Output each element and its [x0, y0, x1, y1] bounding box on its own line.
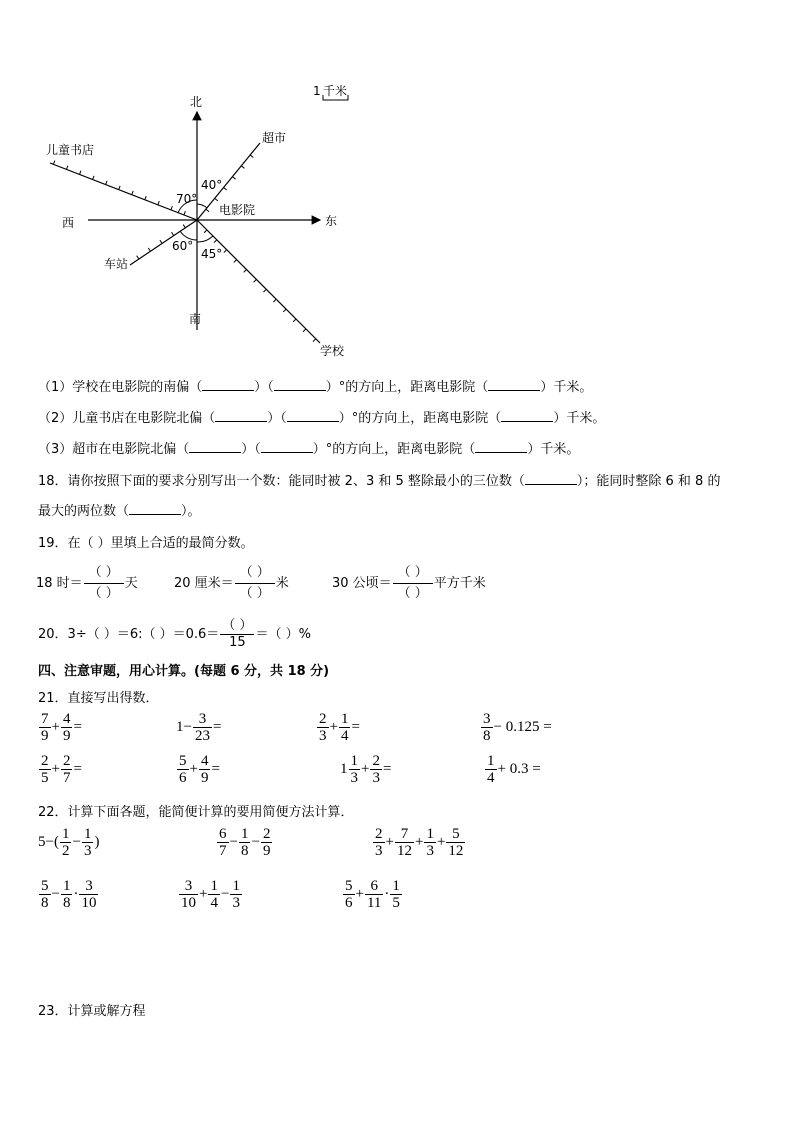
label-station: 车站	[104, 257, 129, 271]
q20-denominator: 15	[229, 635, 246, 650]
q22-expr-5	[178, 878, 243, 911]
tick-mark	[184, 211, 185, 215]
answer-blank[interactable]	[215, 409, 267, 422]
tick-mark	[263, 289, 266, 292]
suffix: − 0.125 =	[493, 718, 552, 735]
q22-expr-4	[38, 878, 99, 911]
prefix: 5−(	[38, 833, 59, 850]
tick-mark	[224, 250, 227, 253]
q17-2-prefix: （2）儿童书店在电影院北偏（	[38, 411, 216, 426]
operator: ·	[384, 885, 390, 902]
numerator: 1	[426, 826, 434, 842]
denominator: 10	[81, 895, 97, 911]
denominator: 5	[41, 770, 49, 786]
denominator: 11	[366, 895, 382, 911]
denominator: 8	[240, 843, 249, 859]
denominator: 3	[232, 895, 240, 911]
suffix: + 0.3 =	[497, 760, 541, 777]
denominator: 4	[340, 728, 349, 744]
numerator: 7	[41, 711, 49, 727]
label-school: 学校	[320, 344, 345, 358]
numerator: 1	[232, 878, 240, 894]
answer-blank[interactable]	[501, 409, 553, 422]
tick-mark	[145, 196, 146, 200]
section-4-heading: 四、注意审题，用心计算。(每题 6 分，共 18 分)	[38, 664, 330, 679]
operator: +	[329, 718, 338, 735]
tick-mark	[283, 309, 286, 312]
denominator: 9	[200, 770, 209, 786]
denominator: 7	[62, 770, 71, 786]
numerator-blank[interactable]: （ ）	[393, 563, 433, 584]
denominator-blank[interactable]: （ ）	[239, 586, 270, 601]
fraction-blank[interactable]	[84, 563, 124, 604]
scale-value: 1	[313, 84, 321, 98]
tick-mark	[303, 329, 306, 332]
q21-expr-4	[480, 711, 552, 744]
q19-item-2-prefix: 20 厘米＝	[174, 576, 234, 591]
numerator-blank[interactable]: （ ）	[235, 563, 275, 584]
q19-title: 19．在（ ）里填上合适的最简分数。	[38, 536, 254, 551]
numerator: 3	[193, 711, 212, 728]
answer-blank[interactable]	[202, 378, 254, 391]
operator: +	[189, 760, 198, 777]
operator: +	[355, 885, 364, 902]
label-angle-sw: 60°	[172, 239, 194, 253]
q19-item-1	[36, 563, 138, 604]
q17-3-mid1: ）（	[241, 442, 261, 457]
prefix: 1−	[176, 718, 192, 735]
numerator: 4	[62, 711, 71, 727]
tick-mark	[206, 209, 209, 212]
q19-item-3	[332, 563, 486, 604]
tick-mark	[224, 187, 227, 190]
q20-numerator-blank[interactable]: （ ）	[222, 618, 253, 633]
numerator: 2	[41, 753, 49, 769]
tick-mark	[93, 176, 94, 180]
denominator: 9	[262, 843, 271, 859]
fraction-blank[interactable]	[235, 563, 275, 604]
numerator: 3	[483, 711, 491, 727]
denominator: 4	[487, 770, 495, 786]
numerator: 2	[262, 826, 271, 842]
q22-expr-3	[372, 826, 466, 859]
operator: +	[199, 885, 208, 902]
numerator: 1	[487, 753, 495, 769]
numerator: 1	[240, 826, 249, 842]
scale-unit: 千米	[323, 84, 348, 98]
operator: +	[385, 833, 394, 850]
tick-mark	[215, 198, 218, 201]
q17-2-suffix: ）千米。	[553, 411, 606, 426]
q22-expr-1	[38, 826, 99, 859]
q21-expr-8	[484, 753, 541, 786]
tick-mark	[158, 201, 159, 205]
tick-mark	[106, 181, 107, 185]
numerator: 5	[345, 878, 353, 894]
q22-title: 22．计算下面各题，能简便计算的要用简便方法计算．	[38, 805, 354, 820]
tick-mark	[80, 171, 81, 175]
q17-line-1	[38, 376, 592, 395]
numerator: 1	[61, 826, 70, 842]
tick-mark	[273, 299, 276, 302]
whole-number: 1	[340, 760, 348, 777]
answer-blank[interactable]	[488, 378, 540, 391]
q18-text-c: 最大的两位数（	[38, 504, 130, 519]
q20-prefix: 20．3÷（ ）＝6:（ ）＝0.6＝	[38, 627, 220, 642]
tick-mark	[137, 256, 139, 259]
numerator: 1	[340, 711, 349, 727]
denominator: 10	[181, 895, 196, 911]
answer-blank[interactable]	[189, 440, 241, 453]
q17-2-mid1: ）（	[267, 411, 287, 426]
denominator: 5	[392, 895, 400, 911]
q17-3-mid2: ）°的方向上，距离电影院（	[312, 442, 476, 457]
q19-item-1-prefix: 18 时＝	[36, 576, 83, 591]
operator: −	[72, 833, 81, 850]
equals: =	[73, 760, 82, 777]
denominator: 9	[62, 728, 71, 744]
numerator: 5	[446, 826, 465, 843]
denominator: 12	[448, 843, 464, 859]
numerator: 1	[210, 878, 218, 894]
equals: =	[73, 718, 82, 735]
label-angle-se: 45°	[201, 247, 223, 261]
denominator: 6	[179, 770, 187, 786]
denominator: 6	[345, 895, 353, 911]
denominator: 9	[41, 728, 49, 744]
operator: +	[436, 833, 446, 850]
q17-2-mid2: ）°的方向上，距离电影院（	[338, 411, 502, 426]
denominator: 4	[210, 895, 218, 911]
numerator: 3	[79, 878, 98, 895]
q23-title: 23．计算或解方程	[38, 1004, 146, 1019]
q19-item-3-suffix: 平方千米	[433, 576, 486, 591]
q20-suffix: ＝（ ）%	[255, 627, 311, 642]
tick-mark	[293, 319, 296, 322]
tick-mark	[171, 206, 172, 210]
tick-mark	[119, 186, 120, 190]
label-angle-ne: 40°	[201, 178, 223, 192]
q17-1-prefix: （1）学校在电影院的南偏（	[38, 380, 203, 395]
numerator: 4	[200, 753, 209, 769]
q19-item-2	[174, 563, 289, 604]
tick-mark	[183, 224, 185, 227]
q18-line-2	[38, 500, 201, 519]
q21-expr-7	[340, 753, 391, 786]
numerator: 2	[372, 753, 380, 769]
q19-item-1-suffix: 天	[124, 576, 138, 591]
denominator: 3	[426, 843, 434, 859]
denominator: 7	[219, 843, 227, 859]
equals: =	[211, 760, 220, 777]
denominator: 12	[396, 843, 412, 859]
q18-text-d: ）。	[181, 504, 201, 519]
label-south: 南	[189, 312, 202, 326]
direction-map	[0, 0, 794, 370]
operator: +	[361, 760, 370, 777]
q17-3-suffix: ）千米。	[527, 442, 580, 457]
denominator: 3	[372, 770, 380, 786]
operator: ·	[73, 885, 79, 902]
label-north: 北	[190, 95, 203, 109]
denominator-blank[interactable]: （ ）	[88, 586, 119, 601]
denominator: 23	[194, 728, 210, 744]
numerator: 1	[350, 753, 358, 769]
q21-expr-6	[176, 753, 220, 786]
tick-mark	[254, 279, 257, 282]
tick-mark	[53, 161, 54, 165]
denominator: 3	[375, 843, 383, 859]
answer-blank[interactable]	[525, 472, 577, 485]
numerator: 5	[179, 753, 187, 769]
tick-mark	[214, 240, 217, 243]
ray-school	[197, 220, 320, 343]
q21-title: 21．直接写出得数．	[38, 691, 159, 706]
numerator: 2	[375, 826, 383, 842]
tick-mark	[148, 248, 150, 251]
tick-mark	[66, 166, 67, 170]
tick-mark	[250, 155, 253, 158]
numerator: 1	[392, 878, 400, 894]
angle-arc-ne	[197, 204, 207, 208]
q17-1-suffix: ）千米。	[540, 380, 593, 395]
label-cinema: 电影院	[219, 203, 256, 217]
q17-line-3	[38, 438, 579, 457]
equals: =	[382, 760, 392, 777]
numerator: 1	[62, 878, 71, 894]
denominator: 8	[483, 728, 491, 744]
operator: +	[51, 760, 60, 777]
numerator: 3	[179, 878, 198, 895]
tick-mark	[204, 230, 207, 233]
label-supermarket: 超市	[262, 131, 287, 145]
denominator: 3	[350, 770, 358, 786]
q19-item-3-prefix: 30 公顷＝	[332, 576, 392, 591]
q17-3-prefix: （3）超市在电影院北偏（	[38, 442, 190, 457]
tick-mark	[234, 260, 237, 263]
numerator: 2	[62, 753, 71, 769]
tick-mark	[232, 177, 235, 180]
q22-expr-2	[216, 826, 273, 859]
q19-item-2-suffix: 米	[275, 576, 289, 591]
equals: =	[212, 718, 222, 735]
operator: −	[51, 885, 60, 902]
numerator: 2	[319, 711, 327, 727]
numerator: 1	[83, 826, 92, 842]
q18-line-1	[38, 470, 720, 489]
denominator: 8	[62, 895, 71, 911]
q17-1-mid1: ）（	[254, 380, 274, 395]
fraction-blank[interactable]	[393, 563, 433, 604]
tick-mark	[244, 269, 247, 272]
q22-expr-6	[342, 878, 403, 911]
ray-bookstore	[50, 163, 197, 220]
answer-blank[interactable]	[475, 440, 527, 453]
denominator: 8	[41, 895, 49, 911]
denominator: 3	[83, 843, 92, 859]
suffix: )	[94, 833, 100, 850]
denominator: 3	[319, 728, 327, 744]
operator: +	[51, 718, 60, 735]
tick-mark	[132, 191, 133, 195]
operator: −	[220, 885, 230, 902]
q18-text-a: 18．请你按照下面的要求分别写出一个数：能同时被 2、3 和 5 整除最小的三位数（	[38, 474, 525, 489]
q20-line	[38, 618, 311, 651]
label-angle-nw: 70°	[176, 192, 198, 206]
q21-expr-1	[38, 711, 82, 744]
angle-arc-se	[197, 236, 213, 242]
operator: −	[251, 833, 260, 850]
tick-mark	[241, 166, 244, 169]
q17-line-2	[38, 407, 605, 426]
denominator-blank[interactable]: （ ）	[397, 586, 428, 601]
numerator: 7	[395, 826, 414, 843]
label-west: 西	[62, 216, 75, 230]
denominator: 2	[61, 843, 70, 859]
numerator: 5	[41, 878, 49, 894]
label-bookstore: 儿童书店	[46, 143, 95, 157]
tick-mark	[160, 240, 162, 243]
answer-blank[interactable]	[274, 378, 326, 391]
operator: +	[414, 833, 424, 850]
label-east: 东	[325, 214, 338, 228]
answer-blank[interactable]	[261, 440, 313, 453]
tick-mark	[313, 339, 316, 342]
q21-expr-5	[38, 753, 82, 786]
q17-1-mid2: ）°的方向上，距离电影院（	[325, 380, 489, 395]
answer-blank[interactable]	[129, 502, 181, 515]
numerator: 6	[365, 878, 383, 895]
q21-expr-2	[176, 711, 221, 744]
numerator-blank[interactable]: （ ）	[84, 563, 124, 584]
tick-mark	[172, 232, 174, 235]
numerator: 6	[219, 826, 227, 842]
operator: −	[229, 833, 238, 850]
answer-blank[interactable]	[287, 409, 339, 422]
q20-fraction	[220, 618, 254, 651]
q21-expr-3	[316, 711, 360, 744]
q18-text-b: ）；能同时整除 6 和 8 的	[576, 474, 721, 489]
equals: =	[351, 718, 360, 735]
